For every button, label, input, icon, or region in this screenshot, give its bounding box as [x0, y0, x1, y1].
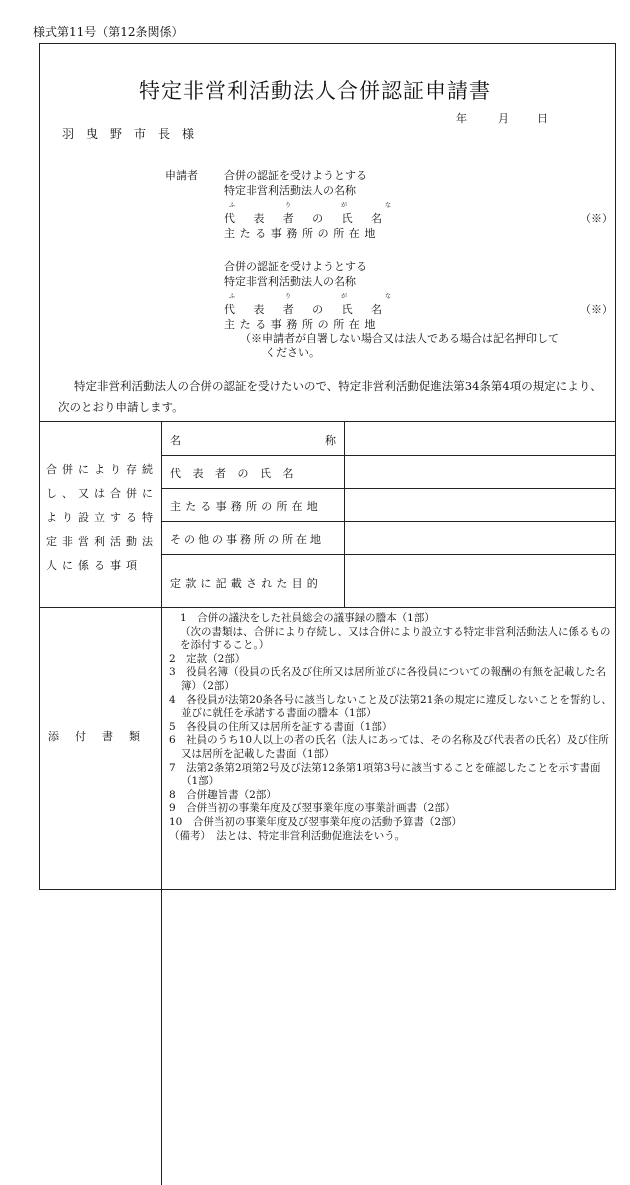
list-item: （次の書類は、合併により存続し、又は合併により設立する特定非営利活動法人に係るものを添付すること。） [180, 625, 611, 652]
seal-mark: （※） [580, 303, 613, 316]
attachments-label: 添付書類 [48, 730, 156, 743]
row-label-other-office: その他の事務所の所在地 [170, 533, 324, 546]
addressee: 羽曳野市長様 [62, 127, 207, 141]
list-item: 6 社員のうち10人以上の者の氏名（法人にあっては、その名称及び代表者の氏名）及び住所又は居所を記載した書面（1部） [169, 734, 609, 760]
form-number-label: 様式第11号（第12条関係） [33, 25, 184, 39]
seal-mark: （※） [580, 212, 613, 225]
applicant-1-line1: 合併の認証を受けようとする [224, 169, 367, 182]
divider [161, 421, 162, 1185]
row-label-name: 名 称 [170, 434, 336, 447]
applicant-1-representative-label: 代 表 者 の 氏 名 [224, 212, 382, 225]
ruby-char: が [341, 293, 348, 300]
date-month-label: 月 [498, 112, 509, 125]
row-label-purpose: 定款に記載された目的 [170, 577, 322, 590]
applicant-2-line2: 特定非営利活動法人の名称 [224, 275, 356, 288]
list-item: 9 合併当初の事業年度及び翌事業年度の事業計画書（2部） [169, 802, 456, 815]
ruby-char: ふ [229, 293, 236, 300]
row-label-main-office: 主たる事務所の所在地 [170, 500, 322, 513]
divider [39, 421, 616, 422]
statement-line1: 特定非営利活動法人の合併の認証を受けたいので、特定非営利活動促進法第34条第4項の規定により、 [74, 379, 602, 393]
list-item: 10 合併当初の事業年度及び翌事業年度の活動予算書（2部） [169, 815, 463, 828]
row-label-representative: 代表者の氏名 [170, 467, 305, 480]
section1-label: 合併により存続 し、又は合併に より設立する特 定非営利活動法 人に係る事項 [46, 463, 158, 572]
attachments-list [169, 612, 613, 843]
list-item: 5 各役員の住所又は居所を証する書面（1部） [169, 720, 393, 733]
date-year-label: 年 [456, 112, 467, 125]
page-title: 特定非営利活動法人合併認証申請書 [139, 79, 491, 103]
applicant-1-office-label: 主たる事務所の所在地 [224, 227, 380, 240]
divider [161, 488, 616, 489]
divider [344, 421, 345, 607]
list-item: 1 合併の議決をした社員総会の議事録の謄本（1部） [180, 612, 435, 624]
applicant-1-line2: 特定非営利活動法人の名称 [224, 184, 356, 197]
applicant-2-line1: 合併の認証を受けようとする [224, 260, 367, 273]
ruby-char: り [285, 293, 292, 300]
signature-note-line2: ください。 [265, 346, 320, 359]
applicant-label: 申請者 [165, 169, 198, 182]
divider [39, 607, 616, 608]
applicant-2-office-label: 主たる事務所の所在地 [224, 318, 380, 331]
list-item: 3 役員名簿（役員の氏名及び住所又は居所並びに各役員についての報酬の有無を記載した名簿）（2部） [169, 666, 606, 692]
date-day-label: 日 [537, 112, 548, 125]
signature-note-line1: （※申請者が自署しない場合又は法人である場合は記名押印して [240, 332, 559, 345]
list-item: 7 法第2条第2項第2号及び法第12条第1項第3号に該当することを確認したことを示す書面（1部） [169, 761, 601, 788]
applicant-2-representative-label: 代 表 者 の 氏 名 [224, 303, 382, 316]
list-item: 2 定款（2部） [169, 652, 246, 665]
ruby-char: が [341, 202, 348, 209]
list-item: 8 合併趣旨書（2部） [169, 788, 277, 801]
divider [161, 521, 616, 522]
ruby-char: な [385, 202, 392, 209]
ruby-char: ふ [229, 202, 236, 209]
ruby-char: り [285, 202, 292, 209]
divider [161, 455, 616, 456]
ruby-char: な [385, 293, 392, 300]
list-item: 4 各役員が法第20条各号に該当しないこと及び法第21条の規定に違反しないことを誓約し、並びに就任を承諾する書面の謄本（1部） [169, 693, 612, 720]
statement-line2: 次のとおり申請します。 [58, 400, 184, 414]
divider [161, 554, 616, 555]
remarks: （備考） 法とは、特定非営利活動促進法をいう。 [169, 829, 406, 842]
